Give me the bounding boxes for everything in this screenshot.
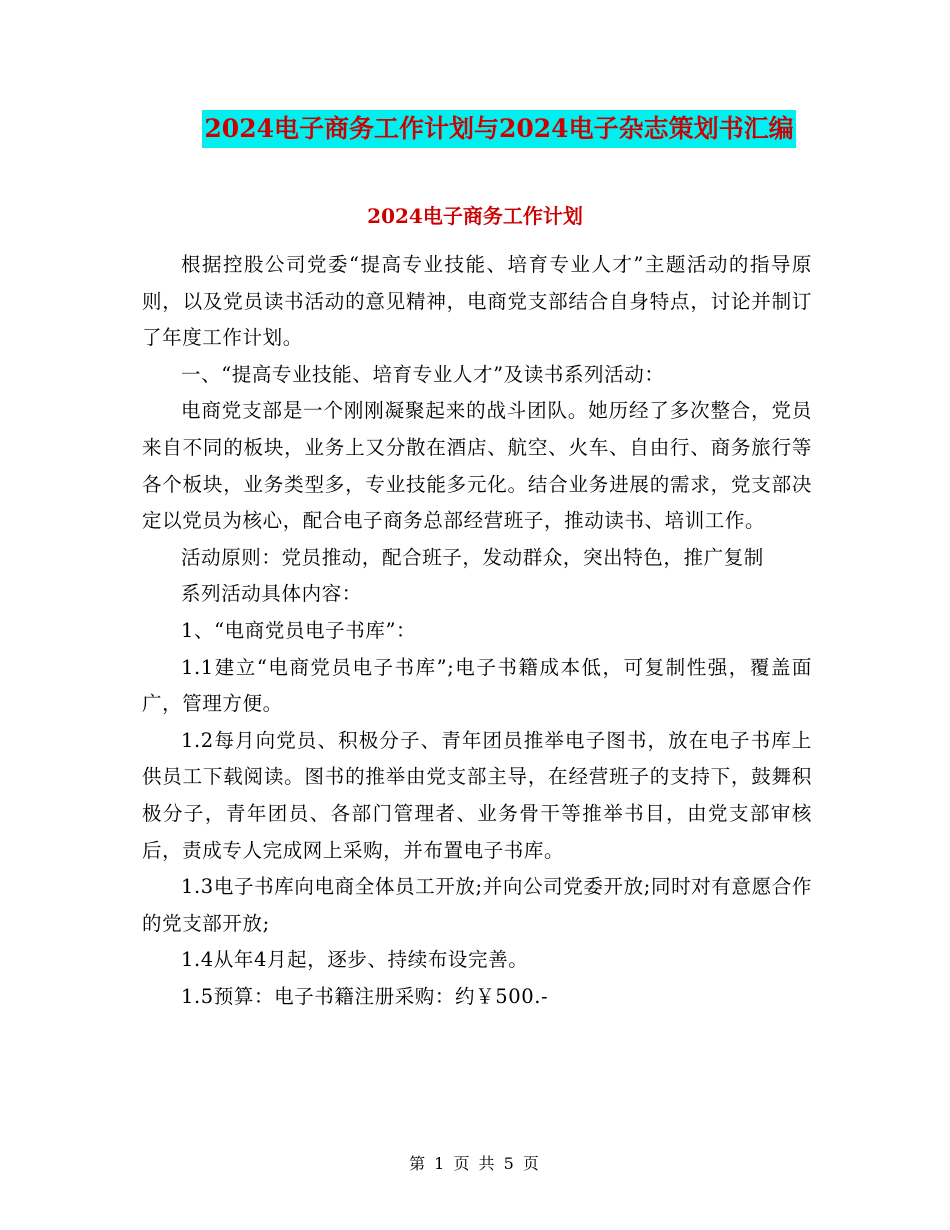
paragraph: 活动原则：党员推动，配合班子，发动群众，突出特色，推广复制 <box>181 545 764 569</box>
main-title: 2024电子商务工作计划与2024电子杂志策划书汇编 <box>202 110 795 148</box>
paragraph: 系列活动具体内容： <box>181 582 362 606</box>
page-footer: 第 1 页 共 5 页 <box>409 1154 541 1173</box>
paragraph: 1.2每月向党员、积极分子、青年团员推举电子图书，放在电子书库上供员工下载阅读。图书的推举由党支部主导，在经营班子的支持下，鼓舞积极分子，青年团员、各部门管理者、业务骨干等推举书目，由党支部审核后，责成专人完成网上采购，并布置电子书库。 <box>142 728 812 862</box>
paragraph: 1、“电商党员电子书库”： <box>181 618 417 642</box>
paragraph: 一、“提高专业技能、培育专业人才”及读书系列活动： <box>181 362 665 386</box>
body-text <box>142 247 812 1015</box>
paragraph: 1.4从年4月起，逐步、持续布设完善。 <box>181 948 529 972</box>
paragraph: 1.3电子书库向电商全体员工开放;并向公司党委开放;同时对有意愿合作的党支部开放; <box>142 875 812 935</box>
section-title: 2024电子商务工作计划 <box>367 204 583 228</box>
paragraph: 1.5预算：电子书籍注册采购：约￥500.- <box>181 984 549 1008</box>
paragraph: 电商党支部是一个刚刚凝聚起来的战斗团队。她历经了多次整合，党员来自不同的板块，业务上又分散在酒店、航空、火车、自由行、商务旅行等各个板块，业务类型多，专业技能多元化。结合业务进展的需求，党支部决定以党员为核心，配合电子商务总部经营班子，推动读书、培训工作。 <box>142 399 812 533</box>
paragraph: 根据控股公司党委“提高专业技能、培育专业人才”主题活动的指导原则，以及党员读书活动的意见精神，电商党支部结合自身特点，讨论并制订了年度工作计划。 <box>142 253 812 350</box>
main-title-container <box>0 110 950 148</box>
paragraph: 1.1建立“电商党员电子书库”;电子书籍成本低，可复制性强，覆盖面广，管理方便。 <box>142 655 812 716</box>
